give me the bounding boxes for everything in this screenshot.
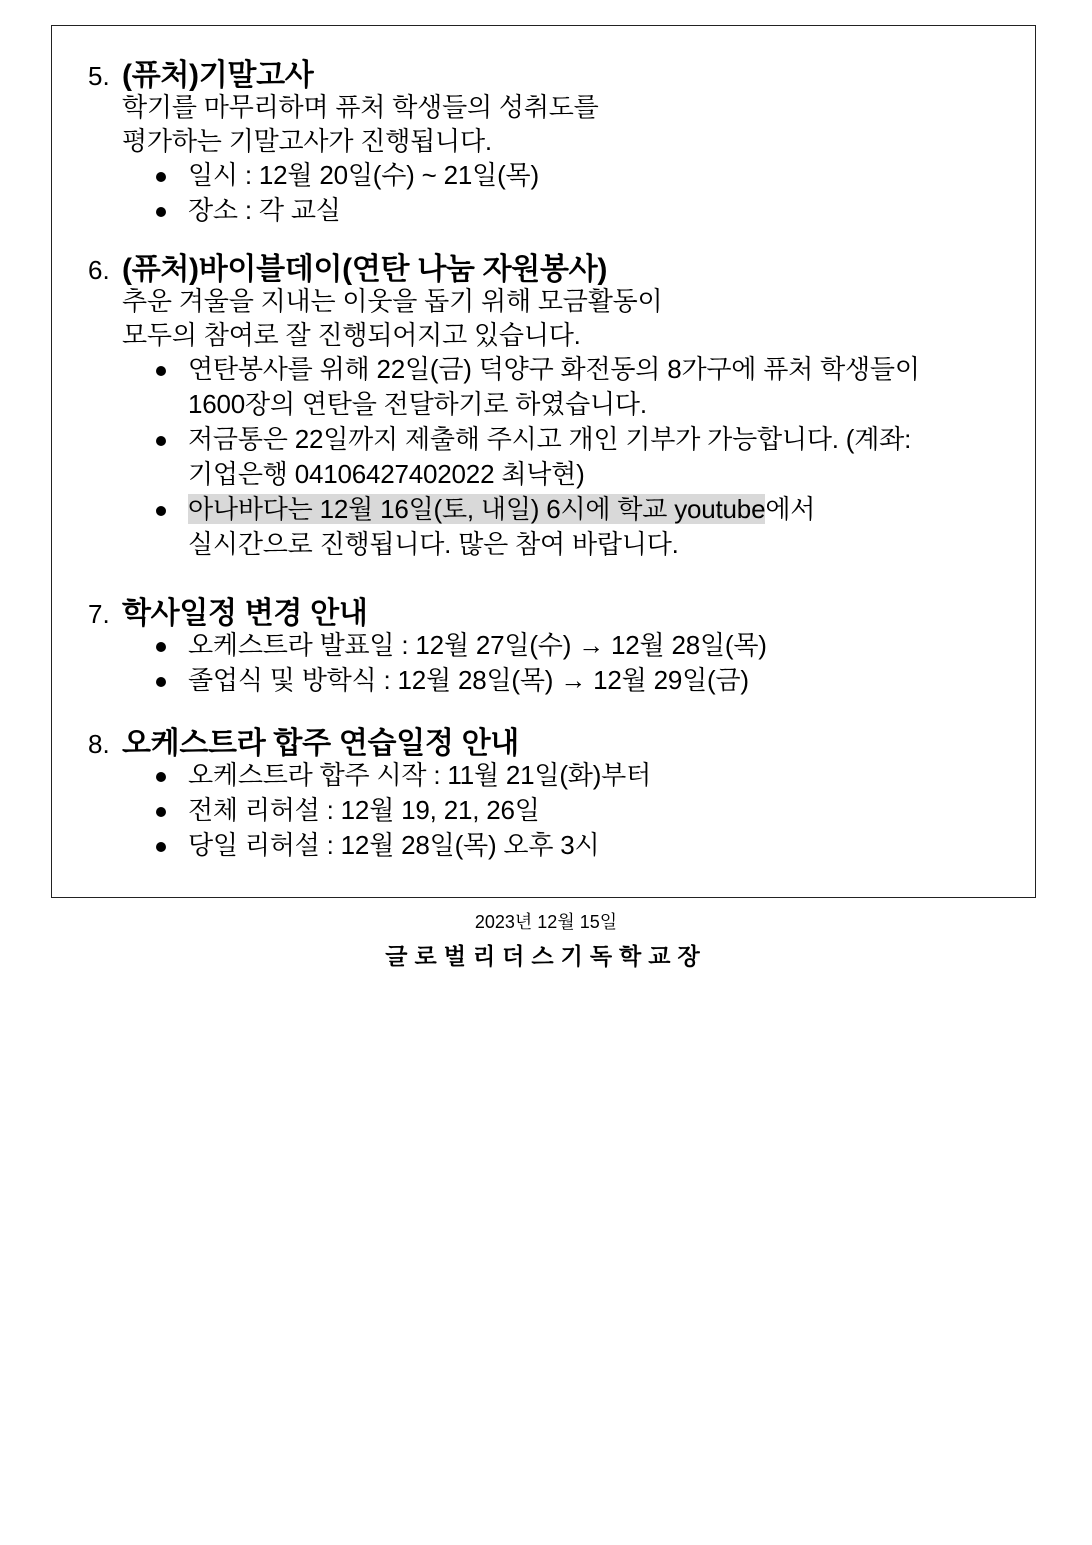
- bullet-icon: [156, 677, 166, 687]
- section-orchestra-rehearsal: [88, 718, 1008, 863]
- list-item: 오케스트라 합주 시작 : 11월 21일(화)부터: [188, 758, 1008, 793]
- list-item: 장소 : 각 교실: [188, 193, 1008, 228]
- bullet-icon: [156, 642, 166, 652]
- section-description: 추운 겨울을 지내는 이웃을 돕기 위해 모금활동이 모두의 참여로 잘 진행되어지고 있습니다.: [122, 286, 663, 350]
- list-item: 연탄봉사를 위해 22일(금) 덕양구 화전동의 8가구에 퓨처 학생들이 1600장의 연탄을 전달하기로 하였습니다.: [188, 352, 1008, 422]
- bullet-icon: [156, 842, 166, 852]
- section-title: 학사일정 변경 안내: [122, 597, 368, 630]
- bullet-icon: [156, 506, 166, 516]
- list-item: 아나바다는 12월 16일(토, 내일) 6시에 학교 youtube에서 실시간으로 진행됩니다. 많은 참여 바랍니다.: [188, 492, 1008, 562]
- bullet-icon: [156, 436, 166, 446]
- list-item: 당일 리허설 : 12월 28일(목) 오후 3시: [188, 828, 1008, 863]
- list-item: 전체 리허설 : 12월 19, 21, 26일: [188, 793, 1008, 828]
- bullet-list: [88, 758, 1008, 863]
- document-date: 2023년 12월 15일: [474, 912, 618, 932]
- bullet-icon: [156, 207, 166, 217]
- bullet-list: [88, 158, 1008, 228]
- bullet-list: [88, 628, 1008, 698]
- highlighted-text: 아나바다는 12월 16일(토, 내일) 6시에 학교 youtube: [188, 494, 766, 524]
- bullet-icon: [156, 807, 166, 817]
- bullet-icon: [156, 772, 166, 782]
- list-item: 졸업식 및 방학식 : 12월 28일(목) → 12월 29일(금): [188, 663, 1008, 698]
- bullet-list: [88, 352, 1008, 562]
- section-description: 학기를 마무리하며 퓨처 학생들의 성취도를 평가하는 기말고사가 진행됩니다.: [122, 92, 599, 156]
- list-item: 오케스트라 발표일 : 12월 27일(수) → 12월 28일(목): [188, 628, 1008, 663]
- section-number: 8.: [88, 729, 110, 759]
- list-item: 일시 : 12월 20일(수) ~ 21일(목): [188, 158, 1008, 193]
- section-schedule-change: [88, 588, 1008, 698]
- section-bible-day: [88, 244, 1008, 562]
- section-title: (퓨처)바이블데이(연탄 나눔 자원봉사): [122, 253, 608, 286]
- section-number: 7.: [88, 599, 110, 629]
- section-number: 5.: [88, 61, 110, 91]
- signature: 글로벌리더스기독학교장: [385, 943, 707, 969]
- list-item: 저금통은 22일까지 제출해 주시고 개인 기부가 가능합니다. (계좌: 기업은행 04106427402022 최낙현): [188, 422, 1008, 492]
- section-final-exam: [88, 50, 1008, 228]
- bullet-icon: [156, 172, 166, 182]
- section-title: 오케스트라 합주 연습일정 안내: [122, 727, 519, 760]
- section-number: 6.: [88, 255, 110, 285]
- bullet-icon: [156, 366, 166, 376]
- section-title: (퓨처)기말고사: [122, 59, 314, 92]
